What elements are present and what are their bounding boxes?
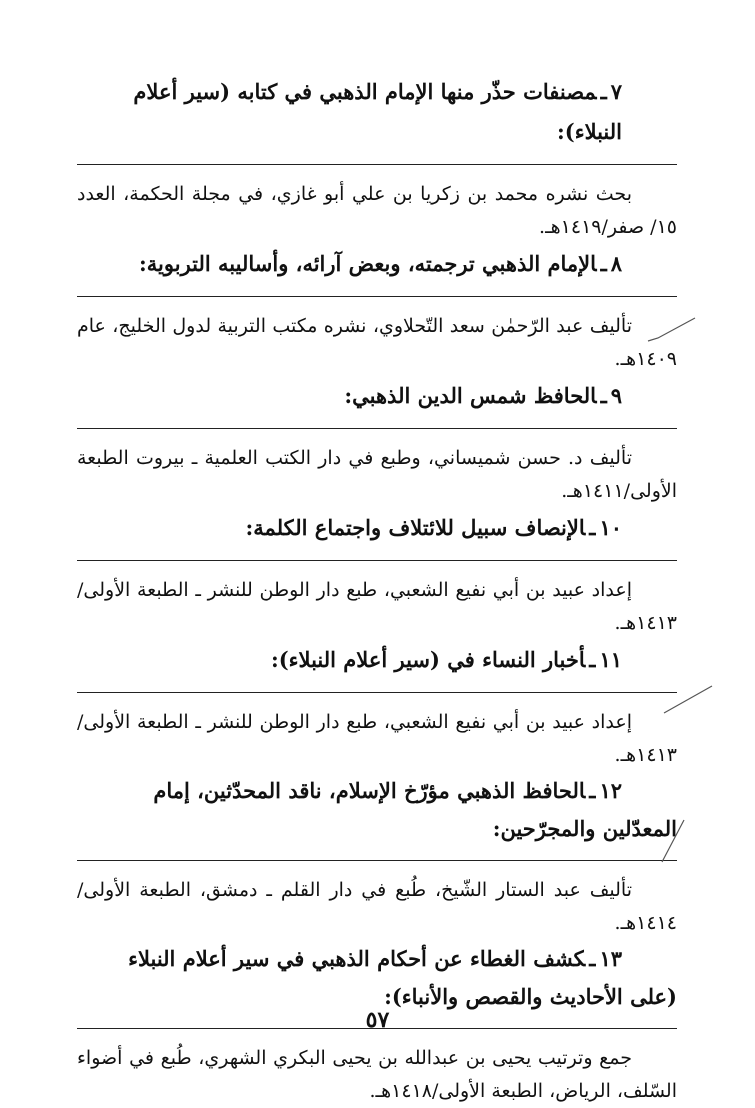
entry-title: الإمام الذهبي ترجمته، وبعض آرائه، وأساليبه التربوية: [139, 251, 597, 276]
entry-heading [77, 940, 677, 1016]
bibliography-entry-12 [77, 772, 677, 940]
entry-separator: ـ [589, 515, 596, 540]
entry-number: ١٠ [599, 515, 622, 540]
entry-description: إعداد عبيد بن أبي نفيع الشعبي، طبع دار الوطن للنشر ـ الطبعة الأولى/ ١٤١٣هـ. [77, 579, 677, 634]
divider [77, 692, 677, 693]
bibliography-entry-9 [77, 376, 677, 508]
entry-title: أخبار النساء في (سير أعلام النبلاء): [270, 647, 586, 672]
entry-heading [77, 640, 677, 680]
entry-description: إعداد عبيد بن أبي نفيع الشعبي، طبع دار الوطن للنشر ـ الطبعة الأولى/١٤١٣هـ. [77, 711, 677, 766]
page-number: ٥٧ [365, 1007, 390, 1033]
divider [77, 296, 677, 297]
entry-description: بحث نشره محمد بن زكريا بن علي أبو غازي، في مجلة الحكمة، العدد ١٥/ صفر/١٤١٩هـ. [77, 183, 677, 238]
divider [77, 164, 677, 165]
entry-title: مصنفات حذّر منها الإمام الذهبي في كتابه (سير أعلام النبلاء): [133, 79, 622, 144]
entry-number: ٧ [610, 79, 622, 104]
entry-number: ٨ [610, 251, 622, 276]
divider [77, 860, 677, 861]
bibliography-list [77, 72, 677, 1108]
entry-separator: ـ [600, 383, 607, 408]
entry-description: جمع وترتيب يحيى بن عبدالله بن يحيى البكري الشهري، طُبع في أضواء السّلف، الرياض، الطبعة الأولى/١٤١٨هـ. [77, 1047, 677, 1102]
entry-separator: ـ [589, 647, 596, 672]
entry-heading [77, 72, 677, 152]
entry-number: ١٣ [599, 946, 622, 971]
entry-heading [77, 376, 677, 416]
entry-separator: ـ [589, 946, 596, 971]
entry-separator: ـ [600, 251, 607, 276]
divider [77, 560, 677, 561]
entry-title: الحافظ شمس الدين الذهبي: [344, 383, 597, 408]
entry-number: ٩ [610, 383, 622, 408]
entry-number: ١٢ [599, 778, 622, 803]
bibliography-entry-10 [77, 508, 677, 640]
entry-heading [77, 244, 677, 284]
bibliography-entry-8 [77, 244, 677, 376]
entry-title: الإنصاف سبيل للائتلاف واجتماع الكلمة: [245, 515, 586, 540]
entry-number: ١١ [599, 647, 622, 672]
bibliography-entry-11 [77, 640, 677, 772]
bibliography-entry-7 [77, 72, 677, 244]
entry-separator: ـ [589, 778, 596, 803]
entry-separator: ـ [600, 79, 607, 104]
entry-title: الحافظ الذهبي مؤرّخ الإسلام، ناقد المحدّثين، إمام المعدّلين والمجرّحين: [153, 778, 677, 841]
entry-heading [77, 772, 677, 848]
entry-title: كشف الغطاء عن أحكام الذهبي في سير أعلام النبلاء (على الأحاديث والقصص والأنباء): [128, 946, 677, 1009]
divider [77, 428, 677, 429]
entry-heading [77, 508, 677, 548]
entry-description: تأليف عبد الرّحمٰن سعد التّحلاوي، نشره مكتب التربية لدول الخليج، عام ١٤٠٩هـ. [77, 315, 677, 370]
entry-description: تأليف عبد الستار الشّيخ، طُبع في دار القلم ـ دمشق، الطبعة الأولى/ ١٤١٤هـ. [77, 879, 677, 934]
entry-description: تأليف د. حسن شميساني، وطبع في دار الكتب العلمية ـ بيروت الطبعة الأولى/١٤١١هـ. [77, 447, 677, 502]
